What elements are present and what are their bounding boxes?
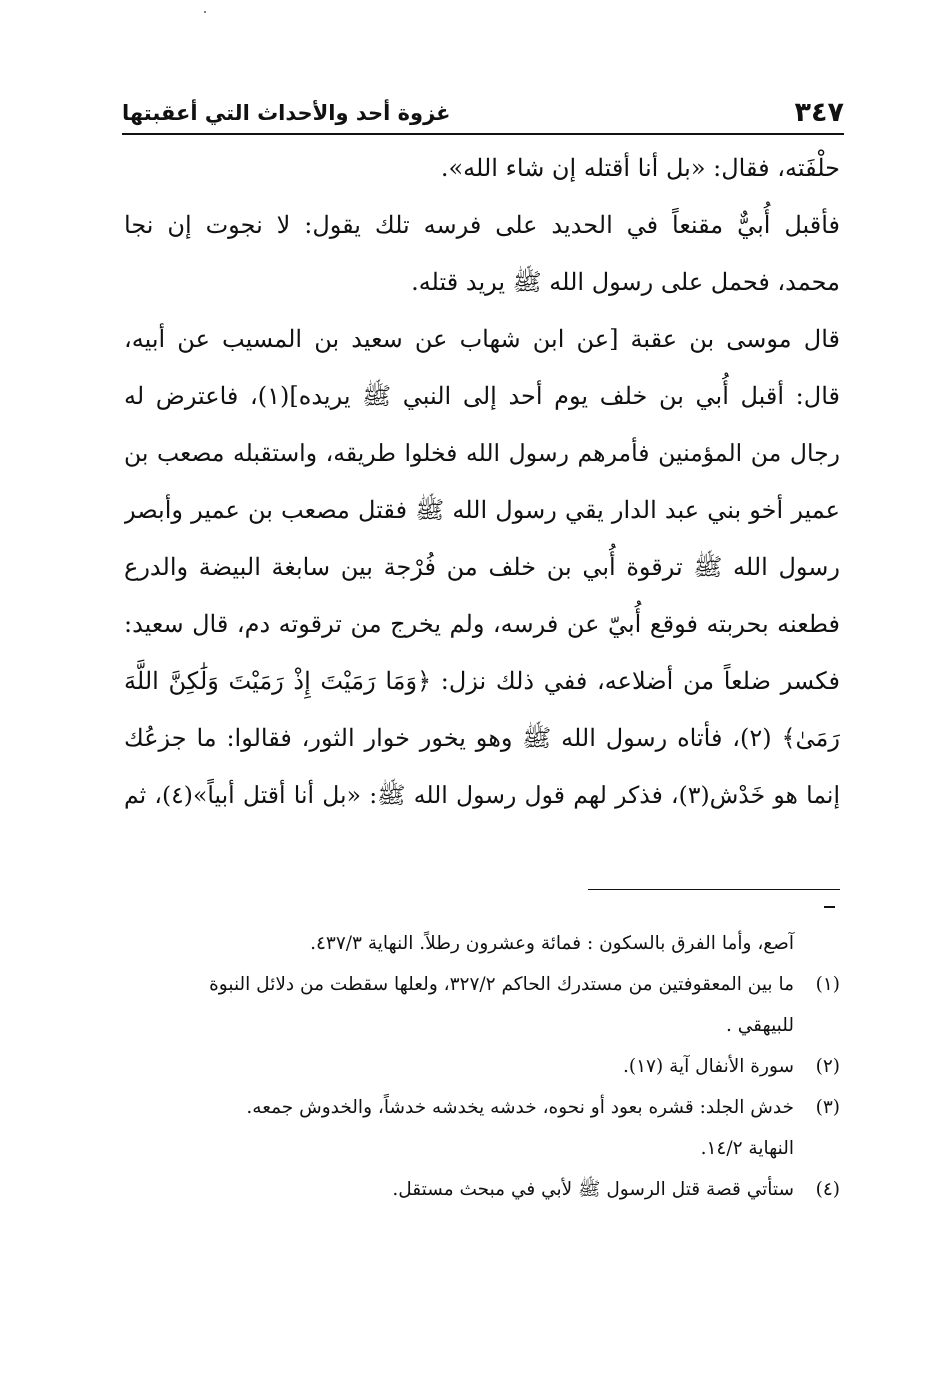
text-line: قال: أقبل أُبي بن خلف يوم أحد إلى النبي ﷺ يريده](١)، فاعترض له	[124, 382, 840, 410]
footnote-1	[124, 964, 840, 1046]
footnotes	[124, 923, 840, 1210]
footnote-number: (٤)	[815, 1179, 840, 1200]
text-line: رسول الله ﷺ ترقوة أُبي بن خلف من فُرْجة بين سابغة البيضة والدرع	[124, 553, 840, 581]
footnote-text: ما بين المعقوفتين من مستدرك الحاكم ٣٢٧/٢، ولعلها سقطت من دلائل النبوة	[209, 974, 794, 995]
footnote-continuation: النهاية ١٤/٢.	[700, 1138, 794, 1159]
footnote-text: سورة الأنفال آية (١٧).	[622, 1056, 794, 1077]
footnote-text: ستأتي قصة قتل الرسول ﷺ لأبي في مبحث مستقل.	[392, 1179, 794, 1200]
text-line: فأقبل أُبيٌّ مقنعاً في الحديد على فرسه تلك يقول: لا نجوت إن نجا	[124, 211, 840, 239]
footnote-number: (١)	[815, 974, 840, 995]
text-line: قال موسى بن عقبة [عن ابن شهاب عن سعيد بن المسيب عن أبيه،	[124, 325, 840, 353]
running-title: غزوة أحد والأحداث التي أعقبتها	[122, 101, 451, 125]
footnote-4	[124, 1169, 840, 1210]
footnote-separator	[588, 889, 840, 890]
text-line: فطعنه بحربته فوقع أُبيّ عن فرسه، ولم يخرج من ترقوته دم، قال سعيد:	[124, 610, 840, 638]
footnote-text: خدش الجلد: قشره بعود أو نحوه، خدشه يخدشه خدشاً، والخدوش جمعه.	[246, 1097, 794, 1118]
text-line: فكسر ضلعاً من أضلاعه، ففي ذلك نزل: ﴿وَمَا رَمَيْتَ إِذْ رَمَيْتَ وَلَٰكِنَّ اللَّهَ	[124, 667, 840, 695]
text-line: إنما هو خَدْش(٣)، فذكر لهم قول رسول الله ﷺ: «بل أنا أقتل أبياً»(٤)، ثم	[124, 781, 840, 809]
text-line: عمير أخو بني عبد الدار يقي رسول الله ﷺ فقتل مصعب بن عمير وأبصر	[124, 496, 840, 524]
footnote-continuation: للبيهقي .	[726, 1015, 794, 1036]
footnote-number: (٢)	[815, 1056, 840, 1077]
page-number: ٣٤٧	[794, 97, 844, 128]
text-line: رَمَىٰ﴾ (٢)، فأتاه رسول الله ﷺ وهو يخور خوار الثور، فقالوا: ما جزعُك	[124, 724, 840, 752]
text-line: محمد، فحمل على رسول الله ﷺ يريد قتله.	[411, 268, 840, 296]
scan-speck	[204, 11, 206, 13]
page-header	[122, 92, 844, 130]
footnote-3	[124, 1087, 840, 1169]
footnote-number: (٣)	[815, 1097, 840, 1118]
text-line: حلْفَته، فقال: «بل أنا أقتله إن شاء الله».	[440, 154, 840, 182]
separator-mark	[824, 906, 835, 908]
header-rule	[122, 133, 844, 135]
footnote-carryover: آصع، وأما الفرق بالسكون : فمائة وعشرون رطلاً. النهاية ٤٣٧/٣.	[310, 933, 794, 954]
footnote-2	[124, 1046, 840, 1087]
text-line: رجال من المؤمنين فأمرهم رسول الله فخلوا طريقه، واستقبله مصعب بن	[124, 439, 840, 467]
main-text	[124, 140, 840, 824]
